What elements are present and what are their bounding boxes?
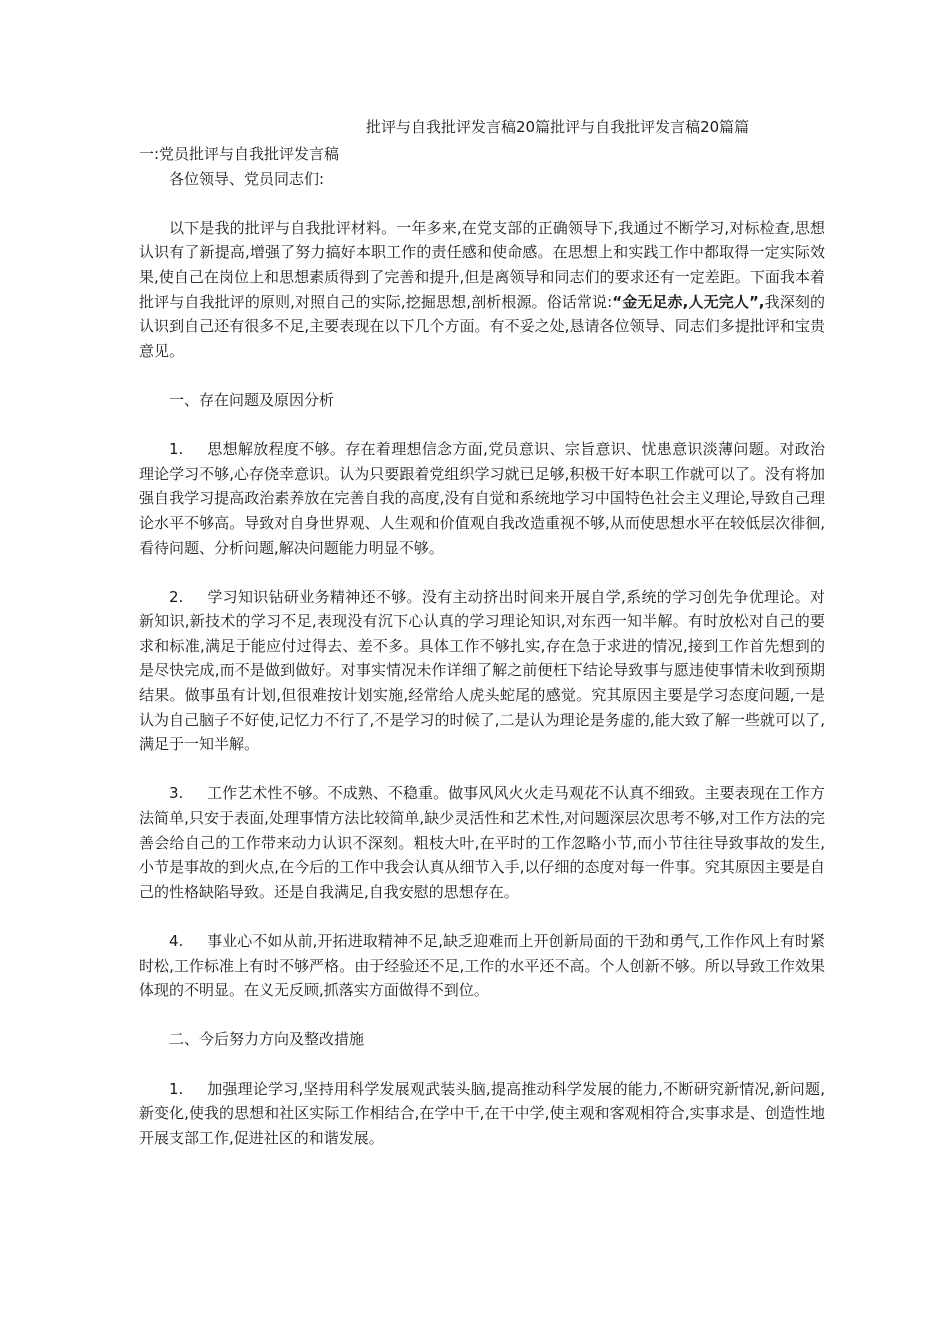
item-text: 思想解放程度不够。存在着理想信念方面,党员意识、宗旨意识、忧患意识淡薄问题。对政治理论学习不够,心存侥幸意识。认为只要跟着党组织学习就已足够,积极干好本职工作就可以了。没有将加强自我学习提高政治素养放在完善自我的高度,没有自觉和系统地学习中国特色社会主义理论,导致自己理论水平不够高。导致对自身世界观、人生观和价值观自我改造重视不够,从而使思想水平在较低层次徘徊,看待问题、分析问题,解决问题能力明显不够。	[139, 440, 825, 557]
item-text: 加强理论学习,坚持用科学发展观武装头脑,提高推动科学发展的能力,不断研究新情况,新问题,新变化,使我的思想和社区实际工作相结合,在学中干,在干中学,使主观和客观相符合,实事求是、创造性地开展支部工作,促进社区的和谐发展。	[139, 1079, 825, 1147]
section1-item-3	[139, 781, 825, 904]
spacer	[139, 191, 825, 216]
intro-text-after-quote: 我深刻的认识到自己还有很多不足,主要表现在以下几个方面。有不妥之处,恳请各位领导、同志们多提批评和宝贵意见。	[139, 292, 825, 360]
item-number: 1.	[169, 440, 184, 459]
document-body	[139, 142, 825, 1150]
item-text: 学习知识钻研业务精神还不够。没有主动挤出时间来开展自学,系统的学习创先争优理论。对新知识,新技术的学习不足,表现没有沉下心认真的学习理论知识,对东西一知半解。有时放松对自己的要求和标准,满足于能应付过得去、差不多。具体工作不够扎实,存在急于求进的情况,接到工作首先想到的是尽快完成,而不是做到做好。对事实情况未作详细了解之前便枉下结论导致事与愿违使事情未收到预期结果。做事虽有计划,但很难按计划实施,经常给人虎头蛇尾的感觉。究其原因主要是学习态度问题,一是认为自己脑子不好使,记忆力不行了,不是学习的时候了,二是认为理论是务虚的,能大致了解一些就可以了,满足于一知半解。	[139, 587, 825, 754]
spacer	[139, 1052, 825, 1077]
section1-item-1	[139, 437, 825, 560]
section1-heading: 一、存在问题及原因分析	[169, 390, 335, 409]
salutation: 各位领导、党员同志们:	[169, 169, 325, 188]
intro-quote: “金无足赤,人无完人”,	[612, 292, 765, 311]
spacer	[139, 560, 825, 585]
document-subtitle: 一:党员批评与自我批评发言稿	[139, 145, 340, 163]
item-number: 2.	[169, 587, 184, 606]
document-title: 批评与自我批评发言稿20篇批评与自我批评发言稿20篇篇	[366, 118, 750, 136]
spacer	[139, 1003, 825, 1028]
spacer	[139, 363, 825, 388]
section1-item-4	[139, 929, 825, 1003]
item-number: 3.	[169, 784, 184, 803]
item-number: 4.	[169, 932, 184, 950]
section2-heading: 二、今后努力方向及整改措施	[169, 1030, 365, 1049]
item-text: 事业心不如从前,开拓进取精神不足,缺乏迎难而上开创新局面的干劲和勇气,工作作风上有时紧时松,工作标准上有时不够严格。由于经验还不足,工作的水平还不高。个人创新不够。所以导致工作效果体现的不明显。在义无反顾,抓落实方面做得不到位。	[139, 932, 825, 1000]
section1-item-2	[139, 585, 825, 757]
intro-paragraph	[139, 216, 825, 364]
section2-item-1	[139, 1077, 825, 1151]
item-text: 工作艺术性不够。不成熟、不稳重。做事风风火火走马观花不认真不细致。主要表现在工作方法简单,只安于表面,处理事情方法比较简单,缺少灵活性和艺术性,对问题深层次思考不够,对工作方法的完善会给自己的工作带来动力认识不深刻。粗枝大叶,在平时的工作忽略小节,而小节往往导致事故的发生,小节是事故的到火点,在今后的工作中我会认真从细节入手,以仔细的态度对每一件事。究其原因主要是自己的性格缺陷导致。还是自我满足,自我安慰的思想存在。	[139, 784, 825, 901]
item-number: 1.	[169, 1079, 184, 1098]
spacer	[139, 904, 825, 929]
spacer	[139, 757, 825, 782]
intro-text-before-quote: 以下是我的批评与自我批评材料。一年多来,在党支部的正确领导下,我通过不断学习,对标检查,思想认识有了新提高,增强了努力搞好本职工作的责任感和使命感。在思想上和实践工作中都取得一定实际效果,使自己在岗位上和思想素质得到了完善和提升,但是离领导和同志们的要求还有一定差距。下面我本着批评与自我批评的原则,对照自己的实际,挖掘思想,剖析根源。俗话常说:	[139, 218, 825, 311]
spacer	[139, 413, 825, 438]
